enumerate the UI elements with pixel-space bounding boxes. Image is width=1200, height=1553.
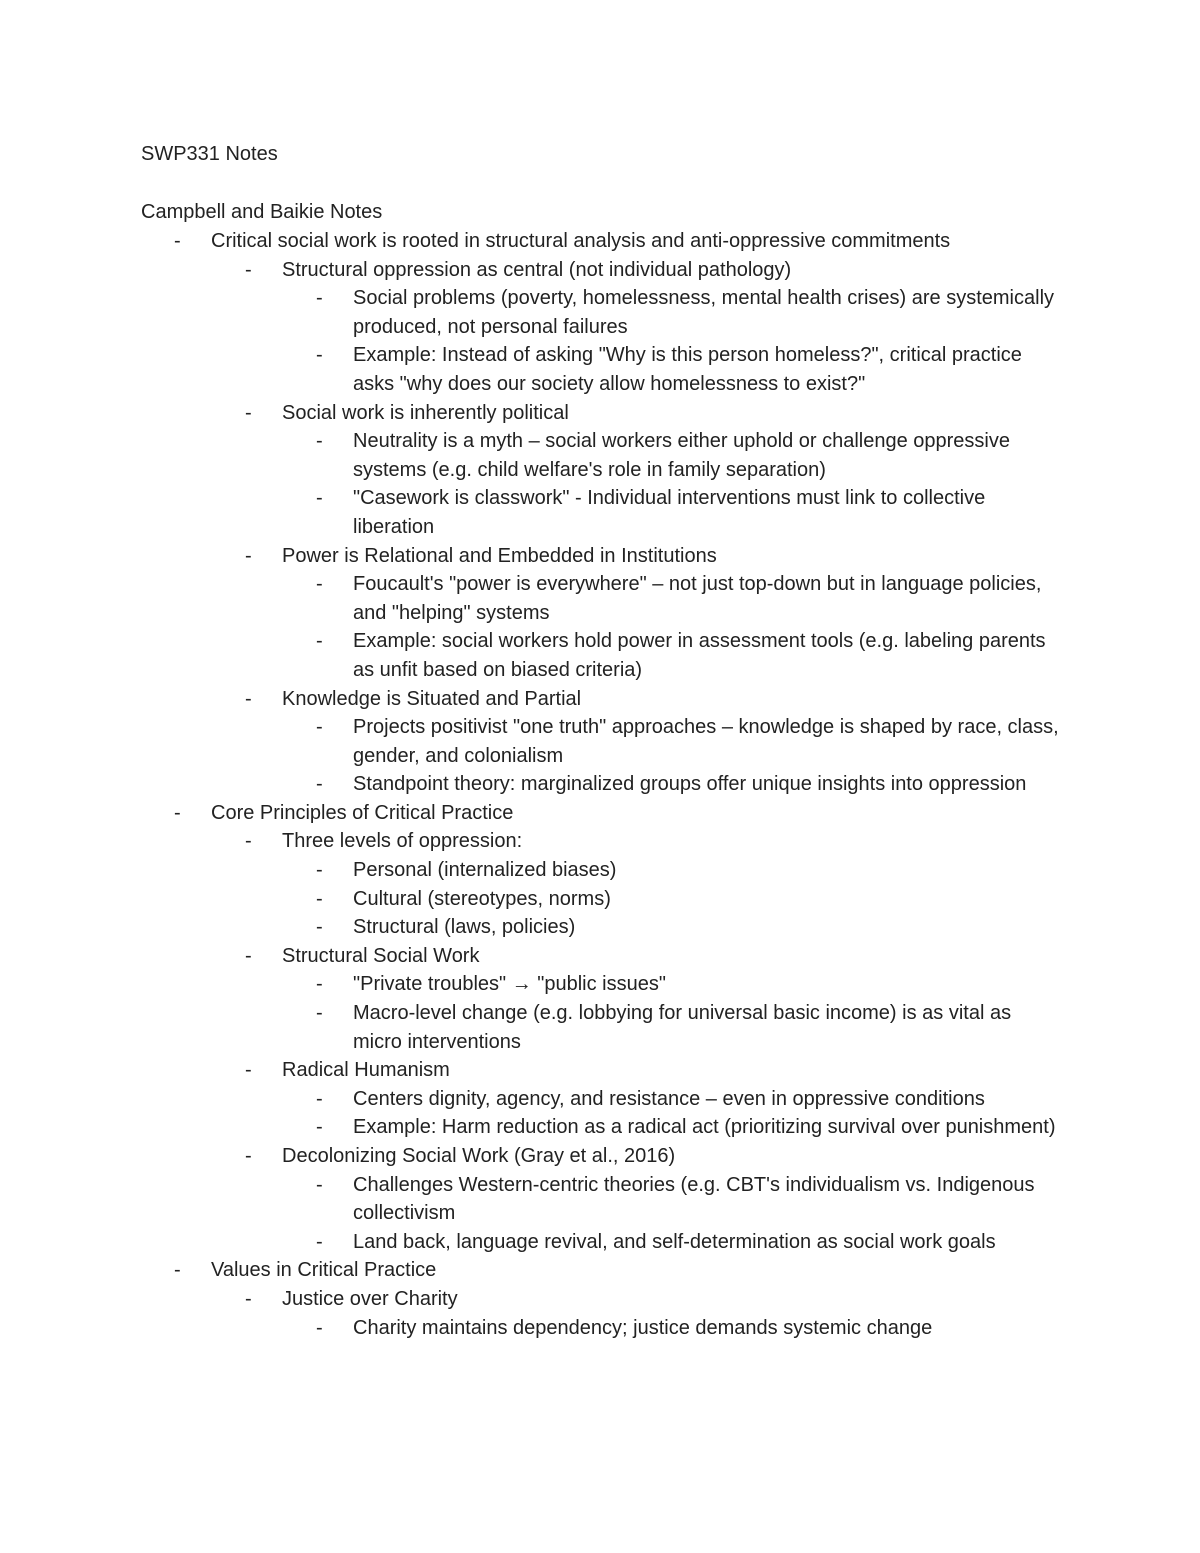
outline-item-text: Projects positivist "one truth" approaches – knowledge is shaped by race, class, gender, and colonialism (353, 716, 1059, 767)
outline-item-level-3 (0, 885, 1200, 914)
outline-item-text: Structural Social Work (282, 944, 480, 967)
outline-item-text: "Private troubles" → "public issues" (353, 973, 666, 996)
bullet-dash: - (316, 916, 323, 939)
outline-item-text: Critical social work is rooted in structural analysis and anti-oppressive commitments (211, 230, 951, 252)
bullet-dash: - (245, 1287, 252, 1310)
outline-item-level-2 (0, 827, 1200, 856)
outline-item-level-3 (0, 1085, 1200, 1114)
outline-item-text: Three levels of oppression: (282, 830, 523, 853)
bullet-dash: - (245, 1059, 252, 1082)
outline-item-level-3 (0, 1228, 1200, 1257)
outline-item-text: Justice over Charity (282, 1287, 458, 1310)
outline-item-level-3 (0, 284, 1200, 341)
outline-item-level-3 (0, 713, 1200, 770)
outline-item-level-2 (0, 1142, 1200, 1171)
outline-item-text: Centers dignity, agency, and resistance – even in oppressive conditions (353, 1087, 985, 1110)
outline-item-level-2 (0, 1056, 1200, 1085)
outline-item-text: Foucault's "power is everywhere" – not just top-down but in language policies, and "helping" systems (353, 573, 1042, 624)
bullet-dash: - (316, 1002, 323, 1025)
bullet-dash: - (174, 230, 181, 252)
outline-item-level-2 (0, 1285, 1200, 1314)
bullet-dash: - (316, 1230, 323, 1253)
outline-item-text: Macro-level change (e.g. lobbying for universal basic income) is as vital as micro interventions (353, 1002, 1012, 1053)
outline-item-text: Neutrality is a myth – social workers either uphold or challenge oppressive systems (e.g. child welfare's role in family separation) (353, 430, 1010, 481)
outline-item-text: Structural oppression as central (not individual pathology) (282, 258, 792, 281)
outline-item-text: Knowledge is Situated and Partial (282, 687, 582, 710)
outline-item-level-3 (0, 970, 1200, 999)
outline-item-text: Challenges Western-centric theories (e.g. CBT's individualism vs. Indigenous collectivism (353, 1173, 1035, 1225)
outline-item-level-3 (0, 627, 1200, 684)
outline-item-level-3 (0, 913, 1200, 942)
document-title: SWP331 Notes (141, 143, 278, 165)
bullet-dash: - (174, 801, 181, 824)
bullet-dash: - (316, 973, 323, 996)
bullet-dash: - (245, 944, 252, 967)
outline-item-level-3 (0, 999, 1200, 1056)
outline-item-level-1 (0, 227, 1200, 256)
outline-item-level-3 (0, 427, 1200, 484)
bullet-dash: - (316, 430, 323, 453)
outline-item-text: Personal (internalized biases) (353, 859, 617, 882)
outline-item-level-2 (0, 256, 1200, 285)
outline-item-text: Values in Critical Practice (211, 1259, 437, 1282)
outline-item-level-1 (0, 1256, 1200, 1285)
outline-item-level-3 (0, 1314, 1200, 1343)
bullet-dash: - (316, 1087, 323, 1110)
outline-item-text: Radical Humanism (282, 1059, 450, 1082)
outline-item-text: Example: Harm reduction as a radical act (prioritizing survival over punishment) (353, 1116, 1056, 1139)
bullet-dash: - (245, 830, 252, 853)
outline-item-text: Social work is inherently political (282, 401, 569, 424)
bullet-dash: - (316, 573, 323, 596)
outline-item-level-3 (0, 484, 1200, 541)
bullet-dash: - (316, 859, 323, 882)
outline-item-level-3 (0, 770, 1200, 799)
outline-item-text: Core Principles of Critical Practice (211, 801, 514, 824)
outline-item-text: Structural (laws, policies) (353, 916, 576, 939)
bullet-dash: - (316, 887, 323, 910)
outline-item-level-3 (0, 1171, 1200, 1228)
outline-item-level-3 (0, 341, 1200, 398)
outline-item-text: Charity maintains dependency; justice demands systemic change (353, 1316, 933, 1339)
notes-outline (0, 227, 1200, 1342)
outline-item-level-2 (0, 685, 1200, 714)
outline-item-text: Cultural (stereotypes, norms) (353, 887, 611, 910)
bullet-dash: - (316, 344, 323, 367)
outline-item-level-3 (0, 570, 1200, 627)
outline-item-text: Example: social workers hold power in assessment tools (e.g. labeling parents as unfit based on biased criteria) (353, 630, 1046, 681)
outline-item-text: Land back, language revival, and self-determination as social work goals (353, 1230, 996, 1253)
bullet-dash: - (316, 287, 323, 310)
bullet-dash: - (316, 1116, 323, 1139)
outline-item-level-1 (0, 799, 1200, 828)
bullet-dash: - (245, 258, 252, 281)
bullet-dash: - (245, 544, 252, 567)
bullet-dash: - (316, 630, 323, 653)
outline-item-text: "Casework is classwork" - Individual interventions must link to collective liberation (353, 487, 986, 538)
outline-item-level-2 (0, 942, 1200, 971)
bullet-dash: - (245, 1145, 252, 1167)
bullet-dash: - (245, 401, 252, 424)
bullet-dash: - (316, 487, 323, 510)
bullet-dash: - (174, 1259, 181, 1282)
bullet-dash: - (316, 1316, 323, 1339)
outline-item-text: Social problems (poverty, homelessness, mental health crises) are systemically produced, not personal failures (353, 287, 1055, 338)
outline-item-level-3 (0, 1113, 1200, 1142)
outline-item-text: Standpoint theory: marginalized groups offer unique insights into oppression (353, 773, 1027, 796)
bullet-dash: - (316, 1173, 323, 1196)
outline-item-level-2 (0, 399, 1200, 428)
outline-item-level-2 (0, 542, 1200, 571)
outline-item-text: Example: Instead of asking "Why is this person homeless?", critical practice asks "why does our society allow homelessness to exist?" (353, 344, 1022, 395)
outline-item-text: Power is Relational and Embedded in Institutions (282, 544, 717, 567)
outline-item-level-3 (0, 856, 1200, 885)
bullet-dash: - (245, 687, 252, 710)
bullet-dash: - (316, 716, 323, 739)
section-heading: Campbell and Baikie Notes (141, 201, 383, 223)
outline-item-text: Decolonizing Social Work (Gray et al., 2016) (282, 1145, 676, 1167)
bullet-dash: - (316, 773, 323, 796)
